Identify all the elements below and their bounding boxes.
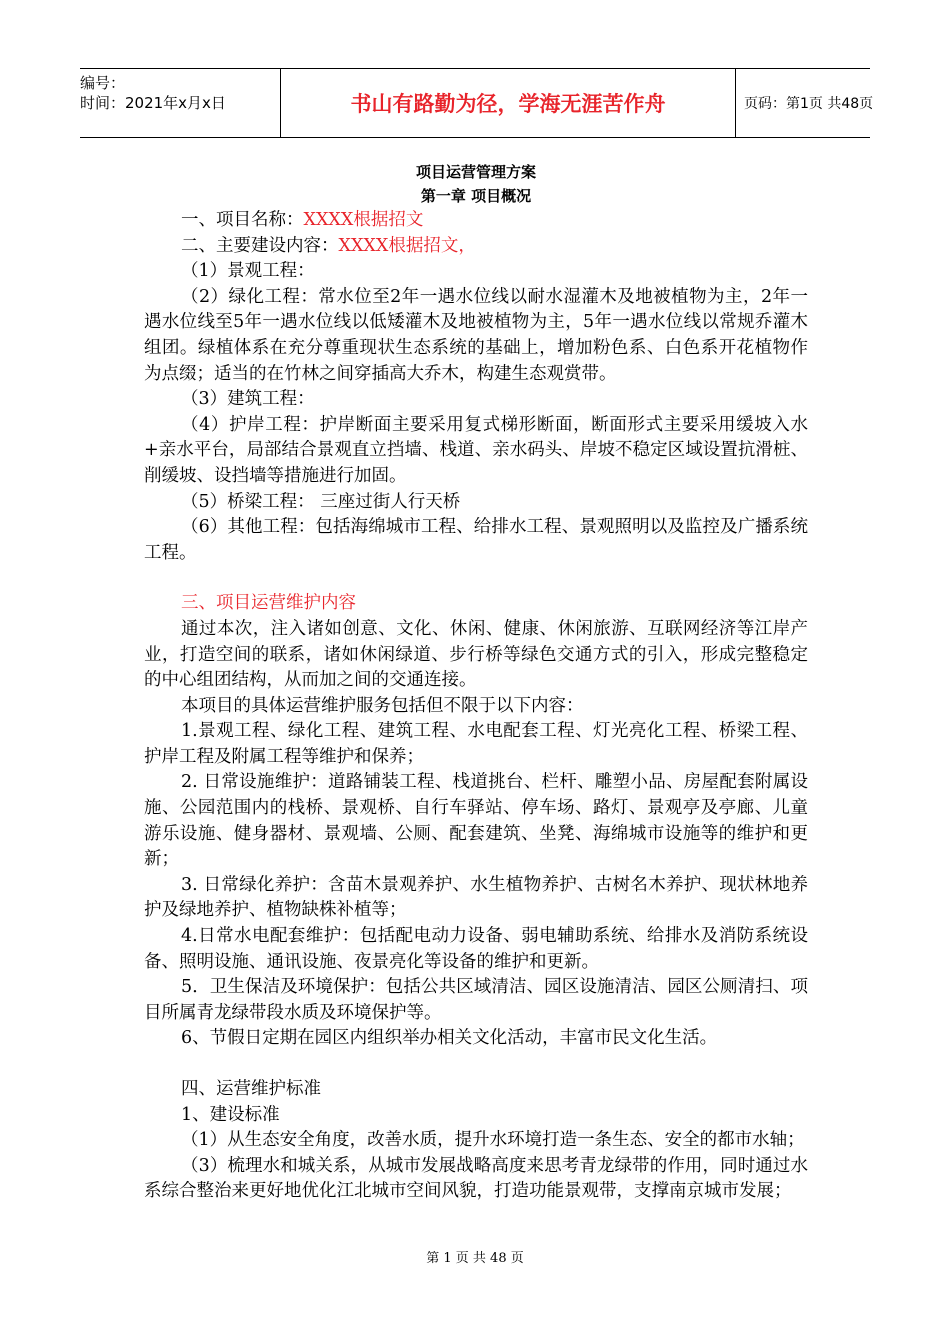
list-item: 2. 日常设施维护：道路铺装工程、栈道挑台、栏杆、雕塑小品、房屋配套附属设施、公园范围内的栈桥、景观桥、自行车驿站、停车场、路灯、景观亭及亭廊、儿童游乐设施、健身器材、景观墙、公厕、配套建筑、坐凳、海绵城市设施等的维护和更新； bbox=[144, 772, 808, 870]
time-label: 时间：2021年x月x日 bbox=[80, 94, 226, 112]
paragraph-shore: （4）护岸工程：护岸断面主要采用复式梯形断面，断面形式主要采用缓坡入水+亲水平台，局部结合景观直立挡墙、栈道、亲水码头、岸坡不稳定区域设置抗滑桩、削缓坡、设挡墙等措施进行加固。 bbox=[144, 414, 808, 486]
page-header bbox=[80, 68, 874, 138]
section-value: XXXX根据招文， bbox=[338, 235, 476, 256]
list-item: 6、节假日定期在园区内组织举办相关文化活动，丰富市民文化生活。 bbox=[181, 1028, 718, 1049]
header-motto: 书山有路勤为径，学海无涯苦作舟 bbox=[280, 69, 736, 137]
paragraph-other: （6）其他工程：包括海绵城市工程、给排水工程、景观照明以及监控及广播系统工程。 bbox=[144, 517, 808, 563]
spacer bbox=[144, 566, 808, 591]
page-footer: 第 1 页 共 48 页 bbox=[426, 1251, 524, 1266]
list-item: 4.日常水电配套维护：包括配电动力设备、弱电辅助系统、给排水及消防系统设备、照明设施、通讯设施、夜景亮化等设备的维护和更新。 bbox=[144, 926, 808, 972]
document-title: 项目运营管理方案 bbox=[415, 163, 536, 181]
paragraph-bridge: （5）桥梁工程： 三座过街人行天桥 bbox=[181, 491, 461, 512]
header-meta bbox=[80, 69, 280, 137]
document-body bbox=[144, 160, 808, 1205]
paragraph-landscape: （1）景观工程： bbox=[181, 261, 315, 282]
spacer bbox=[144, 1052, 808, 1077]
section-project-name bbox=[144, 208, 808, 234]
chapter-title: 第一章 项目概况 bbox=[420, 187, 532, 205]
section-heading-standards: 四、运营维护标准 bbox=[181, 1079, 321, 1099]
subsection-heading: 1、建设标准 bbox=[181, 1104, 280, 1125]
number-label: 编号： bbox=[80, 74, 126, 92]
list-item: 5．卫生保洁及环境保护：包括公共区域清洁、园区设施清洁、园区公厕清扫、项目所属青龙绿带段水质及环境保护等。 bbox=[144, 977, 808, 1023]
section-value: XXXX根据招文 bbox=[303, 210, 424, 230]
section-construction bbox=[144, 234, 808, 260]
list-item: 1.景观工程、绿化工程、建筑工程、水电配套工程、灯光亮化工程、桥梁工程、护岸工程及附属工程等维护和保养； bbox=[144, 721, 808, 767]
paragraph-greening: （2）绿化工程：常水位至2年一遇水位线以耐水湿灌木及地被植物为主，2年一遇水位线至5年一遇水位线以低矮灌木及地被植物为主，5年一遇水位线以常规乔灌木组团。绿植体系在充分尊重现状生态系统的基础上，增加粉色系、白色系开花植物作为点缀；适当的在竹林之间穿插高大乔木，构建生态观赏带。 bbox=[144, 286, 808, 384]
paragraph-building: （3）建筑工程： bbox=[181, 389, 315, 410]
paragraph-standard-1: （1）从生态安全角度，改善水质，提升水环境打造一条生态、安全的都市水轴； bbox=[181, 1130, 805, 1151]
paragraph-standard-3: （3）梳理水和城关系，从城市发展战略高度来思考青龙绿带的作用，同时通过水系综合整治来更好地优化江北城市空间风貌，打造功能景观带，支撑南京城市发展； bbox=[144, 1155, 808, 1202]
paragraph-intro: 通过本次，注入诸如创意、文化、休闲、健康、休闲旅游、互联网经济等江岸产业，打造空间的联系，诸如休闲绿道、步行桥等绿色交通方式的引入，形成完整稳定的中心组团结构，从而加之间的交通连接。 bbox=[144, 618, 808, 691]
section-label: 二、主要建设内容： bbox=[181, 235, 339, 256]
section-label: 一、项目名称： bbox=[181, 210, 304, 230]
header-page-info: 页码：第1页 共48页 bbox=[744, 96, 874, 112]
list-item: 3. 日常绿化养护：含苗木景观养护、水生植物养护、古树名木养护、现状林地养护及绿地养护、植物缺株补植等； bbox=[144, 874, 808, 921]
section-heading-operations: 三、项目运营维护内容 bbox=[181, 593, 356, 614]
paragraph-scope: 本项目的具体运营维护服务包括但不限于以下内容： bbox=[181, 695, 584, 716]
